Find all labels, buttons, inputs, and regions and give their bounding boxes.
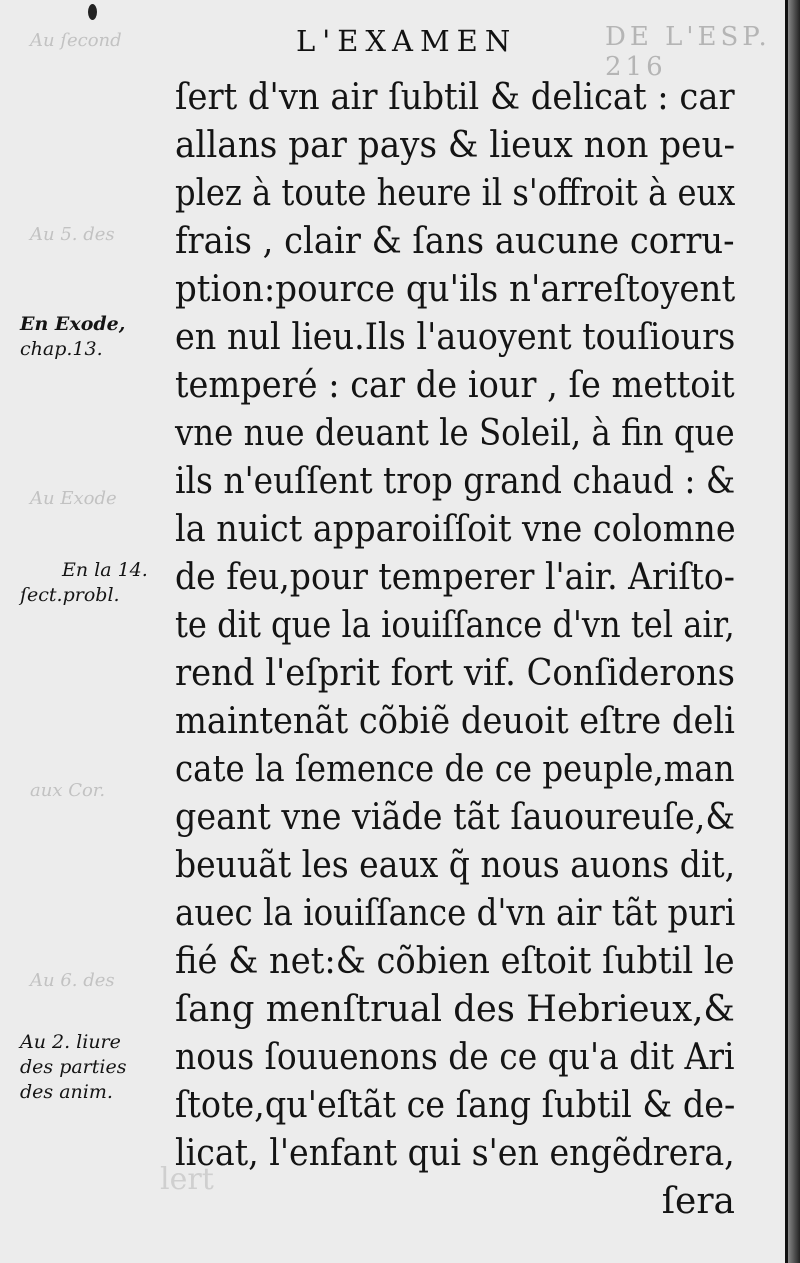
text-line: beuuãt les eaux q̃ nous auons dit, [175, 845, 736, 886]
note-line: des anim. [20, 1081, 113, 1103]
running-title: L'EXAMEN [296, 24, 518, 58]
marginal-note-exode [20, 312, 170, 362]
text-line: cate la ſemence de ce peuple,man [175, 749, 735, 790]
text-line: ſang menſtrual des Hebrieux,& [175, 989, 735, 1030]
marginal-note-problemes [20, 558, 170, 608]
text-line: licat, l'enfant qui s'en engẽdrera, [175, 1133, 735, 1174]
note-line: ſect.probl. [20, 584, 120, 606]
bleed-through-note: Au ſecond [30, 30, 122, 51]
bleed-through-note: Au 6. des [30, 970, 115, 991]
bleed-through-note: Au 5. des [30, 224, 115, 245]
text-line: ſert d'vn air ſubtil & delicat : car [175, 77, 735, 118]
page-edge-shadow [788, 0, 800, 1263]
body-text [175, 74, 735, 1226]
note-line: En la 14. [62, 559, 148, 581]
bleed-through-word: lert [160, 1162, 214, 1197]
text-line: en nul lieu.Ils l'auoyent touſiours [175, 317, 736, 358]
note-line: chap.13. [20, 338, 103, 360]
text-line: frais , clair & ſans aucune corru- [175, 221, 735, 262]
text-line: ſtote,qu'eſtãt ce ſang ſubtil & de- [175, 1085, 736, 1126]
catchword: ſera [661, 1181, 735, 1222]
bleed-through-note: Au Exode [30, 488, 117, 509]
text-line: nous ſouuenons de ce qu'a dit Ari [175, 1037, 735, 1078]
text-line: te dit que la iouiſſance d'vn tel air, [175, 605, 735, 646]
text-line: vne nue deuant le Soleil, à fin que [175, 413, 735, 454]
note-line: des parties [20, 1056, 127, 1078]
text-line: ils n'euſſent trop grand chaud : & [175, 461, 736, 502]
text-line: de feu,pour temperer l'air. Ariſto- [175, 557, 735, 598]
note-line: Au 2. liure [20, 1031, 121, 1053]
bleed-through-header: DE L'ESP. 216 [605, 22, 771, 82]
text-line: allans par pays & lieux non peu- [175, 125, 736, 166]
text-line: auec la iouiſſance d'vn air tãt puri [175, 893, 736, 934]
note-line: En Exode, [20, 313, 126, 335]
text-line: plez à toute heure il s'offroit à eux [175, 173, 736, 214]
text-line: fié & net:& cõbien eſtoit ſubtil le [175, 941, 735, 982]
text-line: ption:pource qu'ils n'arreſtoyent [175, 269, 736, 310]
text-line: maintenãt cõbiẽ deuoit eſtre deli [175, 701, 735, 742]
text-line: rend l'eſprit fort vif. Conſiderons [175, 653, 735, 694]
marginal-note-aristote [20, 1030, 170, 1105]
text-line: la nuict apparoiſſoit vne colomne [175, 509, 736, 550]
text-line: temperé : car de iour , ſe mettoit [175, 365, 735, 406]
ink-spot [88, 4, 97, 20]
text-line: geant vne viãde tãt ſauoureuſe,& [175, 797, 736, 838]
bleed-through-note: aux Cor. [30, 780, 106, 801]
